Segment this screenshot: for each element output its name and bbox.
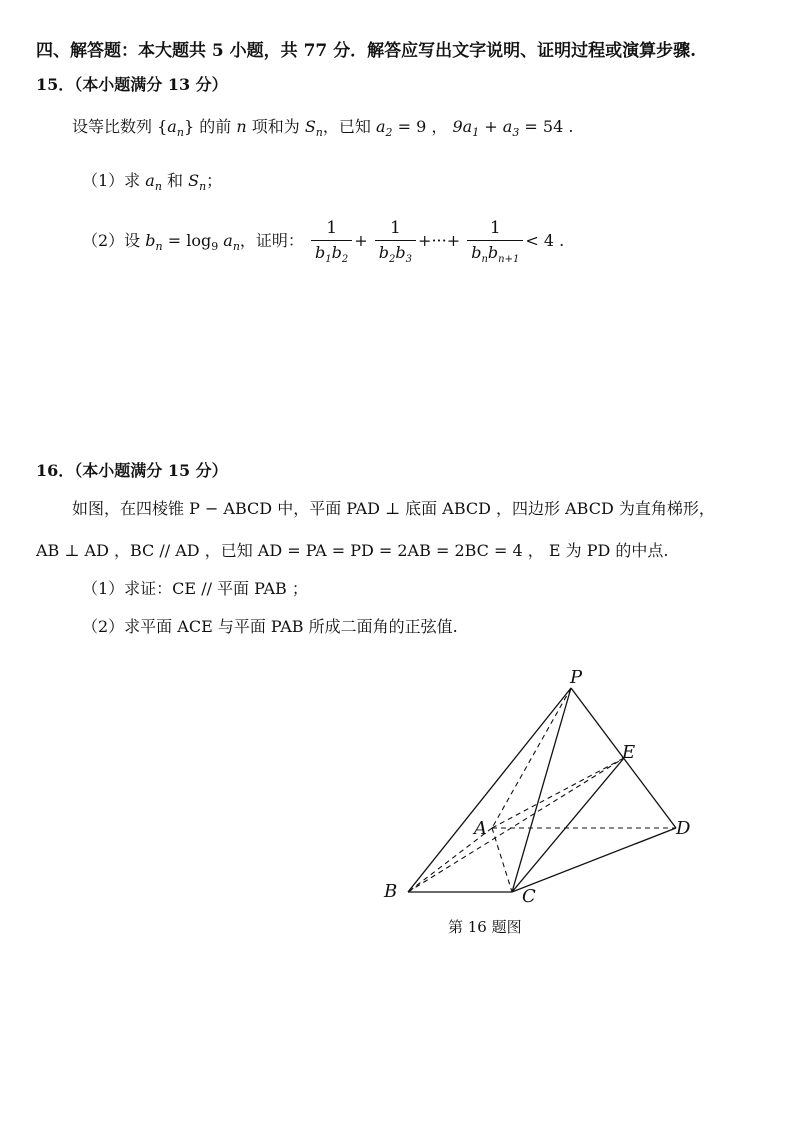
p1-end: ；: [206, 171, 223, 190]
edge-PC: [512, 688, 571, 892]
p2-b: b: [145, 231, 156, 250]
q16-part2: （2）求平面 ACE 与平面 PAB 所成二面角的正弦值.: [82, 617, 458, 636]
p2-comma: ，证明：: [239, 231, 304, 250]
p2-a: a: [218, 231, 233, 250]
label-E: E: [622, 742, 636, 763]
fraction-n: [467, 218, 523, 265]
fraction-1-den: $b_1b_2$: [315, 243, 349, 265]
ellipsis-sum: +···+: [418, 231, 461, 250]
p2-b-sub: n: [155, 240, 163, 253]
pyramid-figure: [380, 660, 700, 920]
edge-PB: [408, 688, 571, 892]
p1-S: S: [188, 171, 200, 190]
section-title: 四、解答题：本大题共 5 小题，共 77 分．解答应写出文字说明、证明过程或演算步骤.: [36, 41, 697, 61]
segment-CE: [512, 758, 624, 892]
q15-stem-b: 的前: [194, 117, 237, 136]
fraction-n-num: 1: [467, 218, 523, 241]
cond2-sub1: 1: [472, 126, 480, 139]
cond1-a: a: [375, 117, 386, 136]
set-open: {: [157, 117, 168, 136]
fraction-1-num: 1: [311, 218, 352, 241]
q15-p2-label: （2）设: [82, 231, 146, 250]
q15-stem-a: 设等比数列: [72, 117, 153, 136]
less-than-4: < 4 .: [525, 231, 565, 250]
seq-a: a: [167, 117, 177, 136]
q16-line1: 如图，在四棱锥 P − ABCD 中，平面 PAD ⊥ 底面 ABCD ，四边形 ABCD 为直角梯形，: [72, 499, 715, 518]
segment-BE: [408, 758, 624, 892]
p1-S-sub: n: [199, 180, 207, 193]
p2-def: = log: [162, 231, 212, 250]
q15-stem: [72, 114, 573, 139]
p1-a: a: [145, 171, 155, 190]
label-C: C: [522, 886, 536, 907]
q15-p1-label: （1）求: [82, 171, 146, 190]
figure-caption: 第 16 题图: [448, 918, 522, 936]
label-D: D: [676, 818, 691, 839]
p1-a-sub: n: [154, 180, 162, 193]
set-close: }: [183, 117, 195, 136]
fraction-1: [311, 218, 352, 265]
q16-header: 16．（本小题满分 15 分）: [36, 461, 228, 480]
label-P: P: [570, 667, 583, 688]
q15-header: 15．（本小题满分 13 分）: [36, 75, 228, 94]
edge-CD: [512, 828, 676, 892]
cond2-b: + a: [479, 117, 513, 136]
cond2-c: = 54 .: [519, 117, 574, 136]
p1-and: 和: [161, 171, 189, 190]
cond1-sub: 2: [385, 126, 393, 139]
q15-part2: [82, 218, 564, 265]
cond2-sub3: 3: [512, 126, 520, 139]
var-n: n: [236, 117, 247, 136]
q16-part1: （1）求证：CE // 平面 PAB ；: [82, 579, 308, 598]
q15-stem-c: 项和为: [246, 117, 305, 136]
p2-a-sub: n: [232, 240, 240, 253]
label-A: A: [474, 818, 487, 839]
fraction-2: [375, 218, 416, 265]
var-S-sub: n: [315, 126, 323, 139]
q15-stem-d: ，已知: [322, 117, 376, 136]
q16-line2: AB ⊥ AD ，BC // AD ，已知 AD = PA = PD = 2AB = 2BC = 4 ， E 为 PD 的中点.: [36, 541, 669, 560]
cond1-rest: = 9 ，: [392, 117, 448, 136]
log-base: 9: [211, 240, 219, 253]
q15-part1: [82, 168, 222, 193]
fraction-n-den: $b_nb_{n+1}$: [471, 243, 520, 265]
label-B: B: [384, 881, 398, 902]
plus-sign: +: [354, 231, 368, 250]
seq-sub-n: n: [176, 126, 184, 139]
edge-PA: [492, 688, 571, 828]
fraction-2-den: $b_2b_3$: [378, 243, 413, 265]
var-S: S: [304, 117, 316, 136]
cond2-a: 9a: [452, 117, 473, 136]
fraction-2-num: 1: [375, 218, 416, 241]
